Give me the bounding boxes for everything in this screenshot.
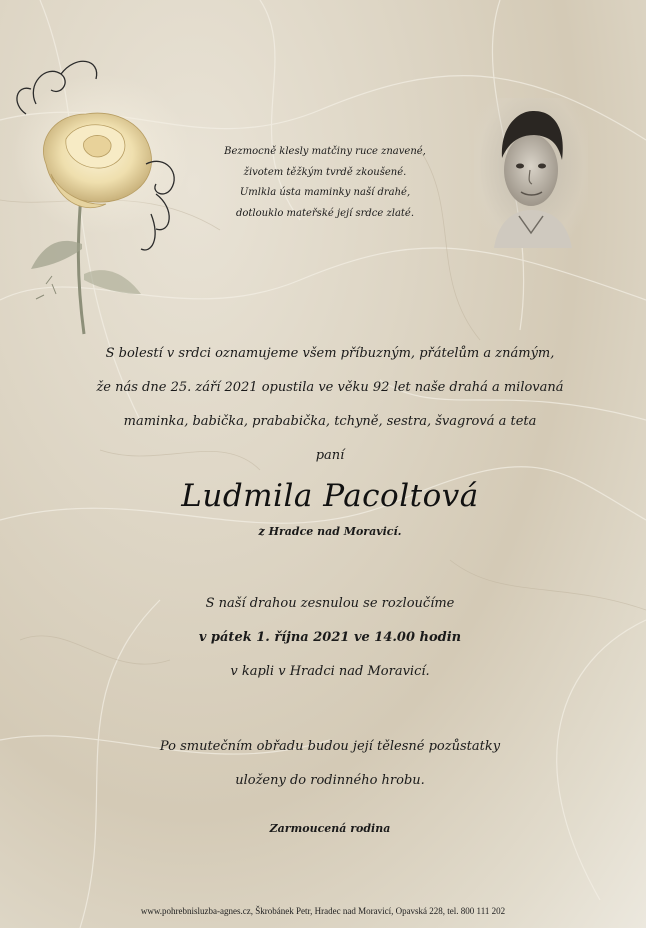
verse-line: životem těžkým tvrdě zkoušené. — [243, 166, 407, 178]
deceased-origin: z Hradce nad Moravicí. — [258, 525, 402, 538]
announcement-line: S bolestí v srdci oznamujeme všem příbuzným, přátelům a známým, — [105, 346, 555, 361]
ceremony-place: v kapli v Hradci nad Moravicí. — [230, 664, 430, 679]
ceremony-intro: S naší drahou zesnulou se rozloučíme — [205, 596, 455, 611]
announcement-line: paní — [315, 448, 345, 463]
announcement-line: maminka, babička, prababička, tchyně, sestra, švagrová a teta — [123, 414, 537, 429]
verse-line: Bezmocně klesly matčiny ruce znavené, — [224, 146, 426, 157]
announcement-text — [60, 337, 600, 473]
ceremony-details — [60, 587, 600, 689]
memorial-verse — [220, 142, 430, 224]
funeral-service-footer: www.pohrebnisluzba-agnes.cz, Škrobánek Petr, Hradec nad Moravicí, Opavská 228, tel. 800 111 202 — [140, 906, 506, 916]
verse-line: Umlkla ústa maminky naší drahé, — [239, 187, 411, 198]
rose-icon — [6, 44, 206, 344]
portrait-photo — [474, 98, 588, 248]
announcement-line: že nás dne 25. září 2021 opustila ve věku 92 let naše drahá a milovaná — [96, 380, 564, 395]
burial-line: uloženy do rodinného hrobu. — [235, 773, 425, 788]
portrait-icon — [474, 98, 588, 248]
deceased-name: Ludmila Pacoltová — [181, 478, 479, 514]
family-signature: Zarmoucená rodina — [269, 822, 391, 835]
burial-line: Po smutečním obřadu budou její tělesné pozůstatky — [159, 739, 501, 754]
verse-line: dotlouklo mateřské její srdce zlaté. — [235, 207, 415, 219]
burial-note — [60, 730, 600, 798]
ceremony-datetime: v pátek 1. října 2021 ve 14.00 hodin — [198, 630, 462, 645]
